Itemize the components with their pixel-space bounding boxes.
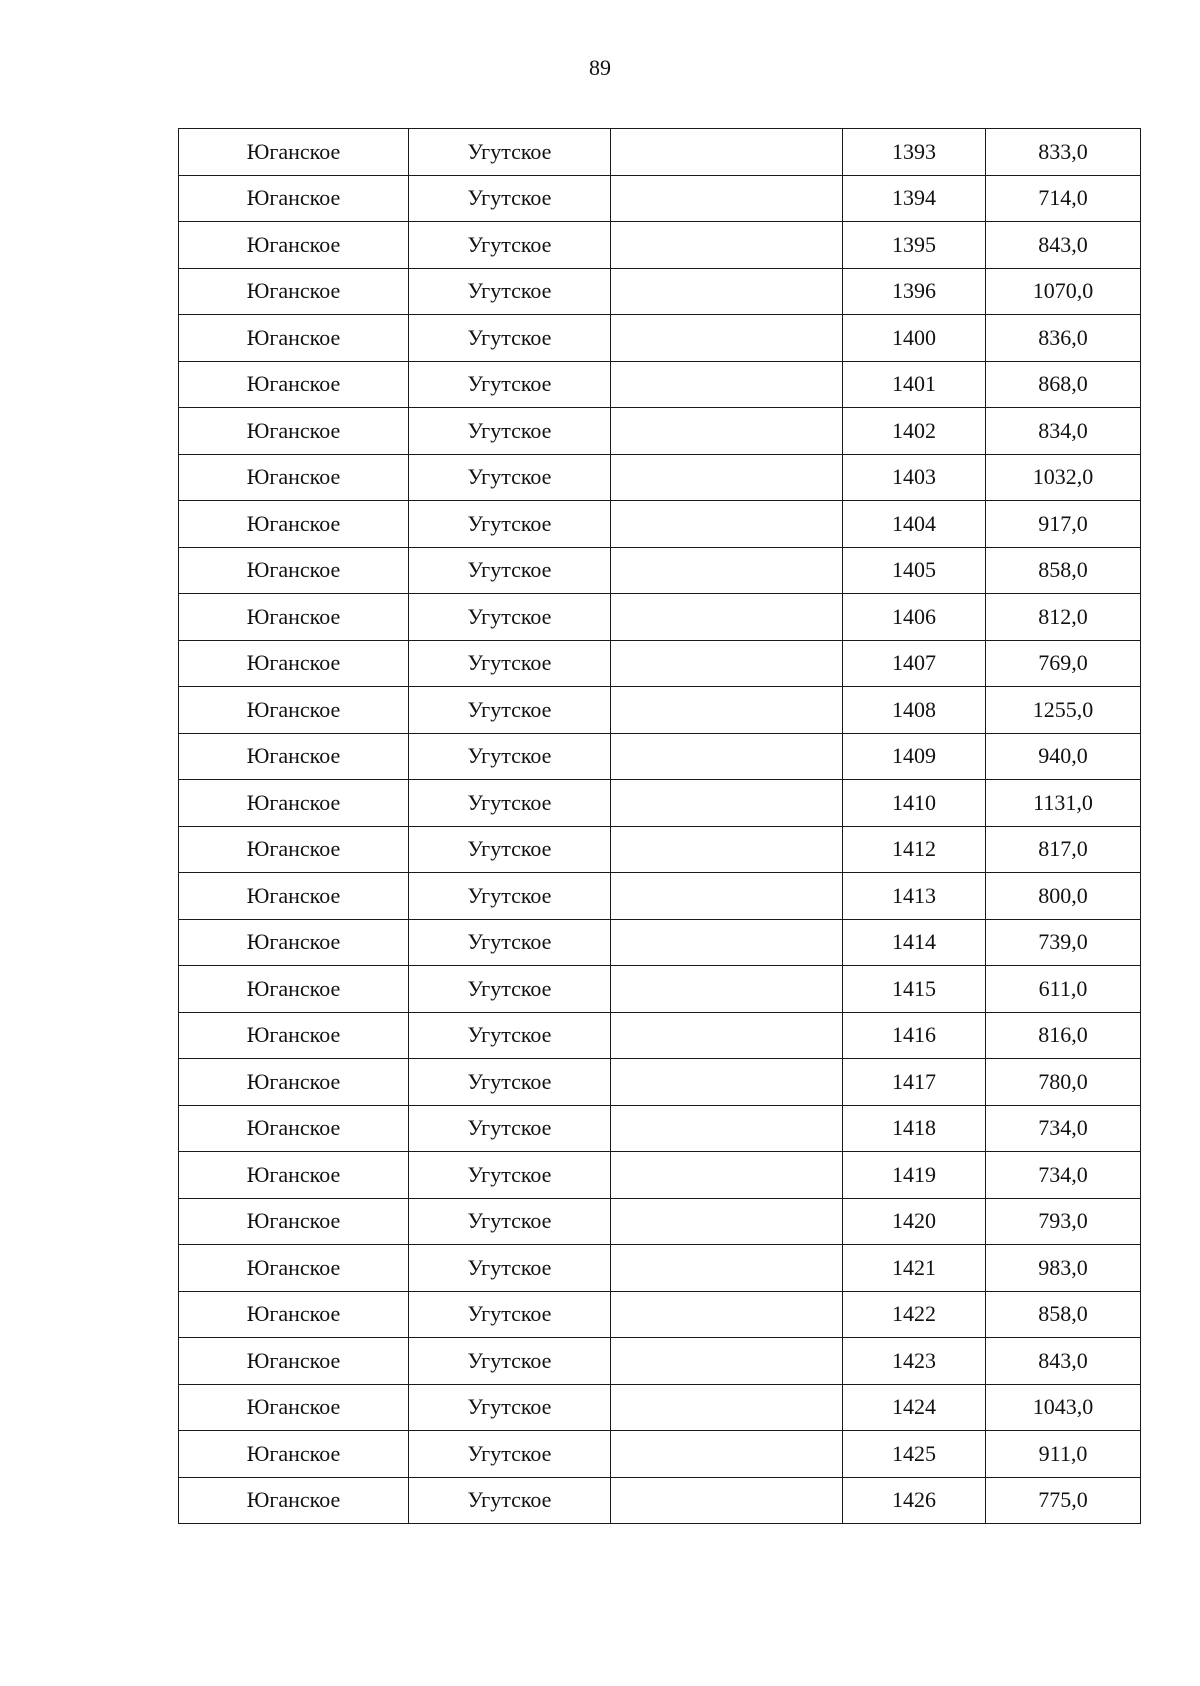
cell-note [611,873,843,920]
cell-value: 843,0 [986,1338,1141,1385]
cell-number: 1422 [843,1291,986,1338]
cell-number: 1423 [843,1338,986,1385]
cell-deposit: Угутское [409,1245,611,1292]
cell-field: Юганское [179,1291,409,1338]
cell-number: 1419 [843,1152,986,1199]
cell-number: 1412 [843,826,986,873]
cell-note [611,966,843,1013]
table-row [179,1245,1141,1292]
table-row [179,826,1141,873]
cell-number: 1425 [843,1431,986,1478]
cell-note [611,1059,843,1106]
table-row [179,873,1141,920]
cell-deposit: Угутское [409,1384,611,1431]
cell-number: 1426 [843,1477,986,1524]
cell-value: 834,0 [986,408,1141,455]
cell-deposit: Угутское [409,733,611,780]
cell-value: 800,0 [986,873,1141,920]
cell-note [611,547,843,594]
cell-value: 714,0 [986,175,1141,222]
cell-number: 1416 [843,1012,986,1059]
cell-number: 1417 [843,1059,986,1106]
cell-note [611,1338,843,1385]
cell-number: 1420 [843,1198,986,1245]
cell-value: 1255,0 [986,687,1141,734]
cell-deposit: Угутское [409,1012,611,1059]
data-table [178,128,1141,1524]
cell-note [611,687,843,734]
cell-deposit: Угутское [409,966,611,1013]
table-row [179,1338,1141,1385]
cell-value: 911,0 [986,1431,1141,1478]
cell-value: 816,0 [986,1012,1141,1059]
cell-deposit: Угутское [409,1105,611,1152]
cell-deposit: Угутское [409,1291,611,1338]
cell-note [611,1431,843,1478]
cell-number: 1421 [843,1245,986,1292]
cell-note [611,408,843,455]
table-row [179,1059,1141,1106]
cell-field: Юганское [179,873,409,920]
cell-field: Юганское [179,1384,409,1431]
cell-field: Юганское [179,1152,409,1199]
page-number: 89 [589,55,611,80]
table-row [179,1291,1141,1338]
cell-deposit: Угутское [409,1152,611,1199]
table-row [179,1431,1141,1478]
cell-deposit: Угутское [409,780,611,827]
cell-number: 1395 [843,222,986,269]
cell-number: 1406 [843,594,986,641]
cell-number: 1402 [843,408,986,455]
cell-value: 858,0 [986,1291,1141,1338]
table-row [179,315,1141,362]
cell-number: 1424 [843,1384,986,1431]
cell-deposit: Угутское [409,361,611,408]
table-row [179,1152,1141,1199]
cell-number: 1409 [843,733,986,780]
cell-note [611,919,843,966]
cell-value: 734,0 [986,1105,1141,1152]
cell-field: Юганское [179,1431,409,1478]
cell-note [611,1291,843,1338]
cell-deposit: Угутское [409,919,611,966]
cell-field: Юганское [179,1338,409,1385]
cell-field: Юганское [179,966,409,1013]
cell-number: 1414 [843,919,986,966]
cell-field: Юганское [179,640,409,687]
cell-number: 1410 [843,780,986,827]
table-row [179,594,1141,641]
table-row [179,1105,1141,1152]
cell-field: Юганское [179,1059,409,1106]
cell-deposit: Угутское [409,594,611,641]
cell-note [611,640,843,687]
cell-number: 1407 [843,640,986,687]
table-row [179,1012,1141,1059]
cell-field: Юганское [179,222,409,269]
cell-number: 1396 [843,268,986,315]
cell-number: 1403 [843,454,986,501]
cell-note [611,1105,843,1152]
cell-value: 769,0 [986,640,1141,687]
cell-value: 734,0 [986,1152,1141,1199]
cell-note [611,268,843,315]
cell-number: 1415 [843,966,986,1013]
cell-value: 775,0 [986,1477,1141,1524]
cell-field: Юганское [179,1198,409,1245]
table-row [179,175,1141,222]
table-row [179,780,1141,827]
cell-field: Юганское [179,315,409,362]
cell-value: 817,0 [986,826,1141,873]
cell-value: 1043,0 [986,1384,1141,1431]
cell-deposit: Угутское [409,873,611,920]
cell-field: Юганское [179,687,409,734]
cell-field: Юганское [179,1245,409,1292]
table-row [179,919,1141,966]
cell-number: 1404 [843,501,986,548]
table-row [179,687,1141,734]
cell-field: Юганское [179,129,409,176]
cell-deposit: Угутское [409,1477,611,1524]
cell-field: Юганское [179,175,409,222]
cell-deposit: Угутское [409,1198,611,1245]
cell-note [611,780,843,827]
cell-value: 812,0 [986,594,1141,641]
table-row [179,640,1141,687]
cell-value: 940,0 [986,733,1141,780]
cell-deposit: Угутское [409,315,611,362]
cell-note [611,826,843,873]
cell-value: 868,0 [986,361,1141,408]
cell-note [611,1152,843,1199]
table-row [179,733,1141,780]
cell-note [611,501,843,548]
table-row [179,361,1141,408]
cell-field: Юганское [179,1105,409,1152]
cell-note [611,454,843,501]
cell-value: 843,0 [986,222,1141,269]
cell-number: 1393 [843,129,986,176]
cell-value: 983,0 [986,1245,1141,1292]
cell-field: Юганское [179,547,409,594]
table-row [179,222,1141,269]
cell-field: Юганское [179,408,409,455]
table-row [179,1198,1141,1245]
cell-value: 1070,0 [986,268,1141,315]
cell-note [611,1245,843,1292]
cell-value: 1131,0 [986,780,1141,827]
cell-number: 1408 [843,687,986,734]
cell-note [611,733,843,780]
cell-deposit: Угутское [409,454,611,501]
cell-value: 833,0 [986,129,1141,176]
cell-field: Юганское [179,501,409,548]
table-row [179,129,1141,176]
cell-number: 1394 [843,175,986,222]
cell-value: 858,0 [986,547,1141,594]
cell-field: Юганское [179,361,409,408]
cell-value: 836,0 [986,315,1141,362]
cell-deposit: Угутское [409,501,611,548]
cell-deposit: Угутское [409,687,611,734]
cell-deposit: Угутское [409,175,611,222]
cell-note [611,1477,843,1524]
cell-note [611,1198,843,1245]
cell-note [611,175,843,222]
table-row [179,547,1141,594]
cell-field: Юганское [179,826,409,873]
cell-field: Юганское [179,919,409,966]
cell-field: Юганское [179,733,409,780]
cell-value: 739,0 [986,919,1141,966]
cell-note [611,315,843,362]
cell-note [611,1384,843,1431]
cell-deposit: Угутское [409,408,611,455]
table-row [179,1477,1141,1524]
cell-value: 917,0 [986,501,1141,548]
cell-number: 1400 [843,315,986,362]
cell-field: Юганское [179,1477,409,1524]
cell-value: 611,0 [986,966,1141,1013]
cell-deposit: Угутское [409,268,611,315]
cell-note [611,361,843,408]
cell-deposit: Угутское [409,547,611,594]
cell-number: 1418 [843,1105,986,1152]
cell-deposit: Угутское [409,222,611,269]
cell-field: Юганское [179,780,409,827]
cell-value: 1032,0 [986,454,1141,501]
cell-deposit: Угутское [409,640,611,687]
cell-field: Юганское [179,1012,409,1059]
cell-deposit: Угутское [409,826,611,873]
cell-deposit: Угутское [409,129,611,176]
cell-field: Юганское [179,454,409,501]
cell-value: 780,0 [986,1059,1141,1106]
cell-note [611,1012,843,1059]
cell-note [611,222,843,269]
table-row [179,454,1141,501]
cell-field: Юганское [179,268,409,315]
cell-field: Юганское [179,594,409,641]
cell-note [611,594,843,641]
table-row [179,1384,1141,1431]
table-body [179,129,1141,1524]
table-row [179,501,1141,548]
table-row [179,268,1141,315]
table-row [179,966,1141,1013]
table-row [179,408,1141,455]
cell-number: 1413 [843,873,986,920]
cell-deposit: Угутское [409,1431,611,1478]
cell-deposit: Угутское [409,1338,611,1385]
cell-number: 1405 [843,547,986,594]
cell-note [611,129,843,176]
cell-deposit: Угутское [409,1059,611,1106]
cell-value: 793,0 [986,1198,1141,1245]
cell-number: 1401 [843,361,986,408]
